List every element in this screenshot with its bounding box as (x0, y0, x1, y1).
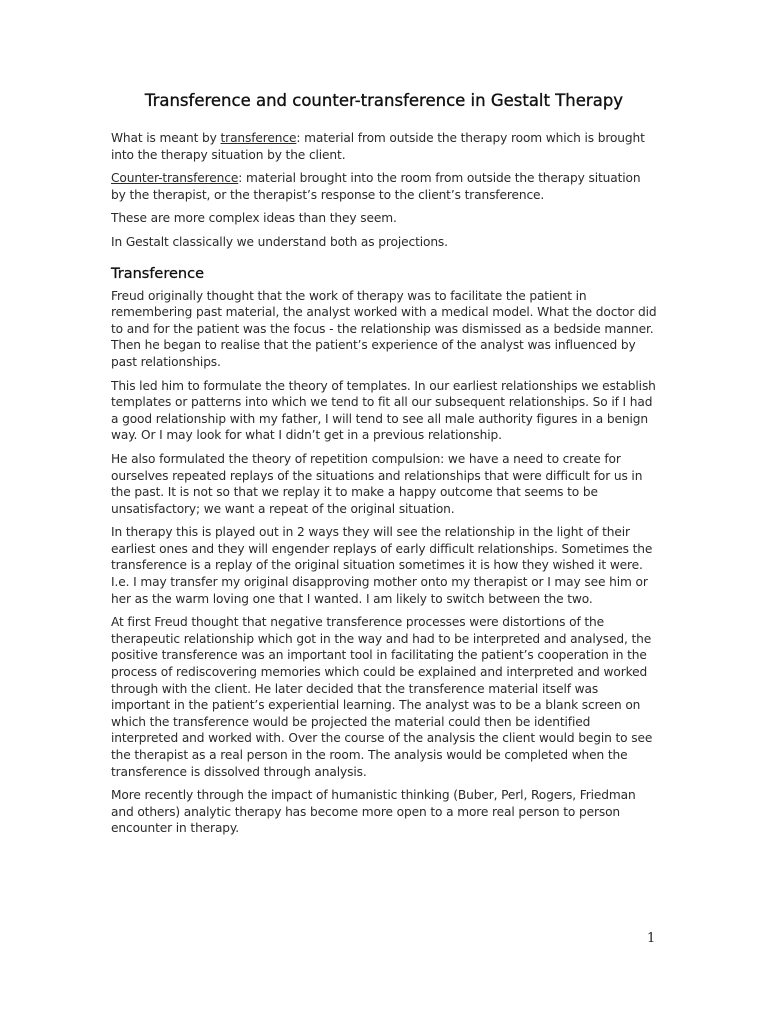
intro-prefix: What is meant by (111, 131, 221, 145)
counter-transference-definition: : material brought into the room from outside the therapy situation by the therapist, or the therapist’s response to the client’s transference. (111, 171, 641, 202)
body-paragraph: He also formulated the theory of repetition compulsion: we have a need to create for ourselves repeated replays of the situations and relationships that were difficult for us in the past. It is not so that we replay it to make a happy outcome that seems to be unsatisfactory; we want a repeat of the original situation. (111, 451, 643, 516)
body-paragraph: At first Freud thought that negative transference processes were distortions of the therapeutic relationship which got in the way and had to be interpreted and analysed, the positive transference was an important tool in facilitating the patient’s cooperation in the process of rediscovering memories which could be explained and interpreted and worked through with the client. He later decided that the transference material itself was important in the patient’s experiential learning. The analyst was to be a blank screen on which the transference would be projected the material could then be identified interpreted and worked with. Over the course of the analysis the client would begin to see the therapist as a real person in the room. The analysis would be completed when the transference is dissolved through analysis. (111, 615, 653, 779)
intro-paragraph-counter-transference (111, 170, 657, 203)
intro-definition: : material from outside the therapy room which is brought into the therapy situation by the client. (111, 131, 645, 162)
intro-paragraph-projections: In Gestalt classically we understand both as projections. (111, 234, 448, 249)
section-heading-transference: Transference (111, 265, 204, 282)
document-page (111, 88, 657, 844)
body-paragraph: This led him to formulate the theory of templates. In our earliest relationships we establish templates or patterns into which we tend to fit all our subsequent relationships. So if I had a good relationship with my father, I will tend to see all male authority figures in a benign way. Or I may look for what I didn’t get in a previous relationship. (111, 378, 656, 443)
page-number: 1 (647, 931, 656, 946)
intro-paragraph-transference (111, 130, 657, 163)
body-paragraph: Freud originally thought that the work of therapy was to facilitate the patient in remembering past material, the analyst worked with a medical model. What the doctor did to and for the patient was the focus - the relationship was dismissed as a bedside manner. Then he began to realise that the patient’s experience of the analyst was influenced by past relationships. (111, 288, 657, 369)
body-paragraph: More recently through the impact of humanistic thinking (Buber, Perl, Rogers, Friedman and others) analytic therapy has become more open to a more real person to person encounter in therapy. (111, 788, 636, 836)
term-counter-transference: Counter-transference (111, 171, 239, 186)
document-title: Transference and counter-transference in Gestalt Therapy (144, 91, 624, 110)
term-transference: transference (220, 131, 297, 145)
body-paragraph: In therapy this is played out in 2 ways they will see the relationship in the light of their earliest ones and they will engender replays of early difficult relationships. Sometimes the transference is a replay of the original situation sometimes it is how they wished it were. I.e. I may transfer my original disapproving mother onto my therapist or I may see him or her as the warm loving one that I wanted. I am likely to switch between the two. (111, 525, 653, 606)
intro-paragraph-complex: These are more complex ideas than they seem. (111, 211, 397, 226)
